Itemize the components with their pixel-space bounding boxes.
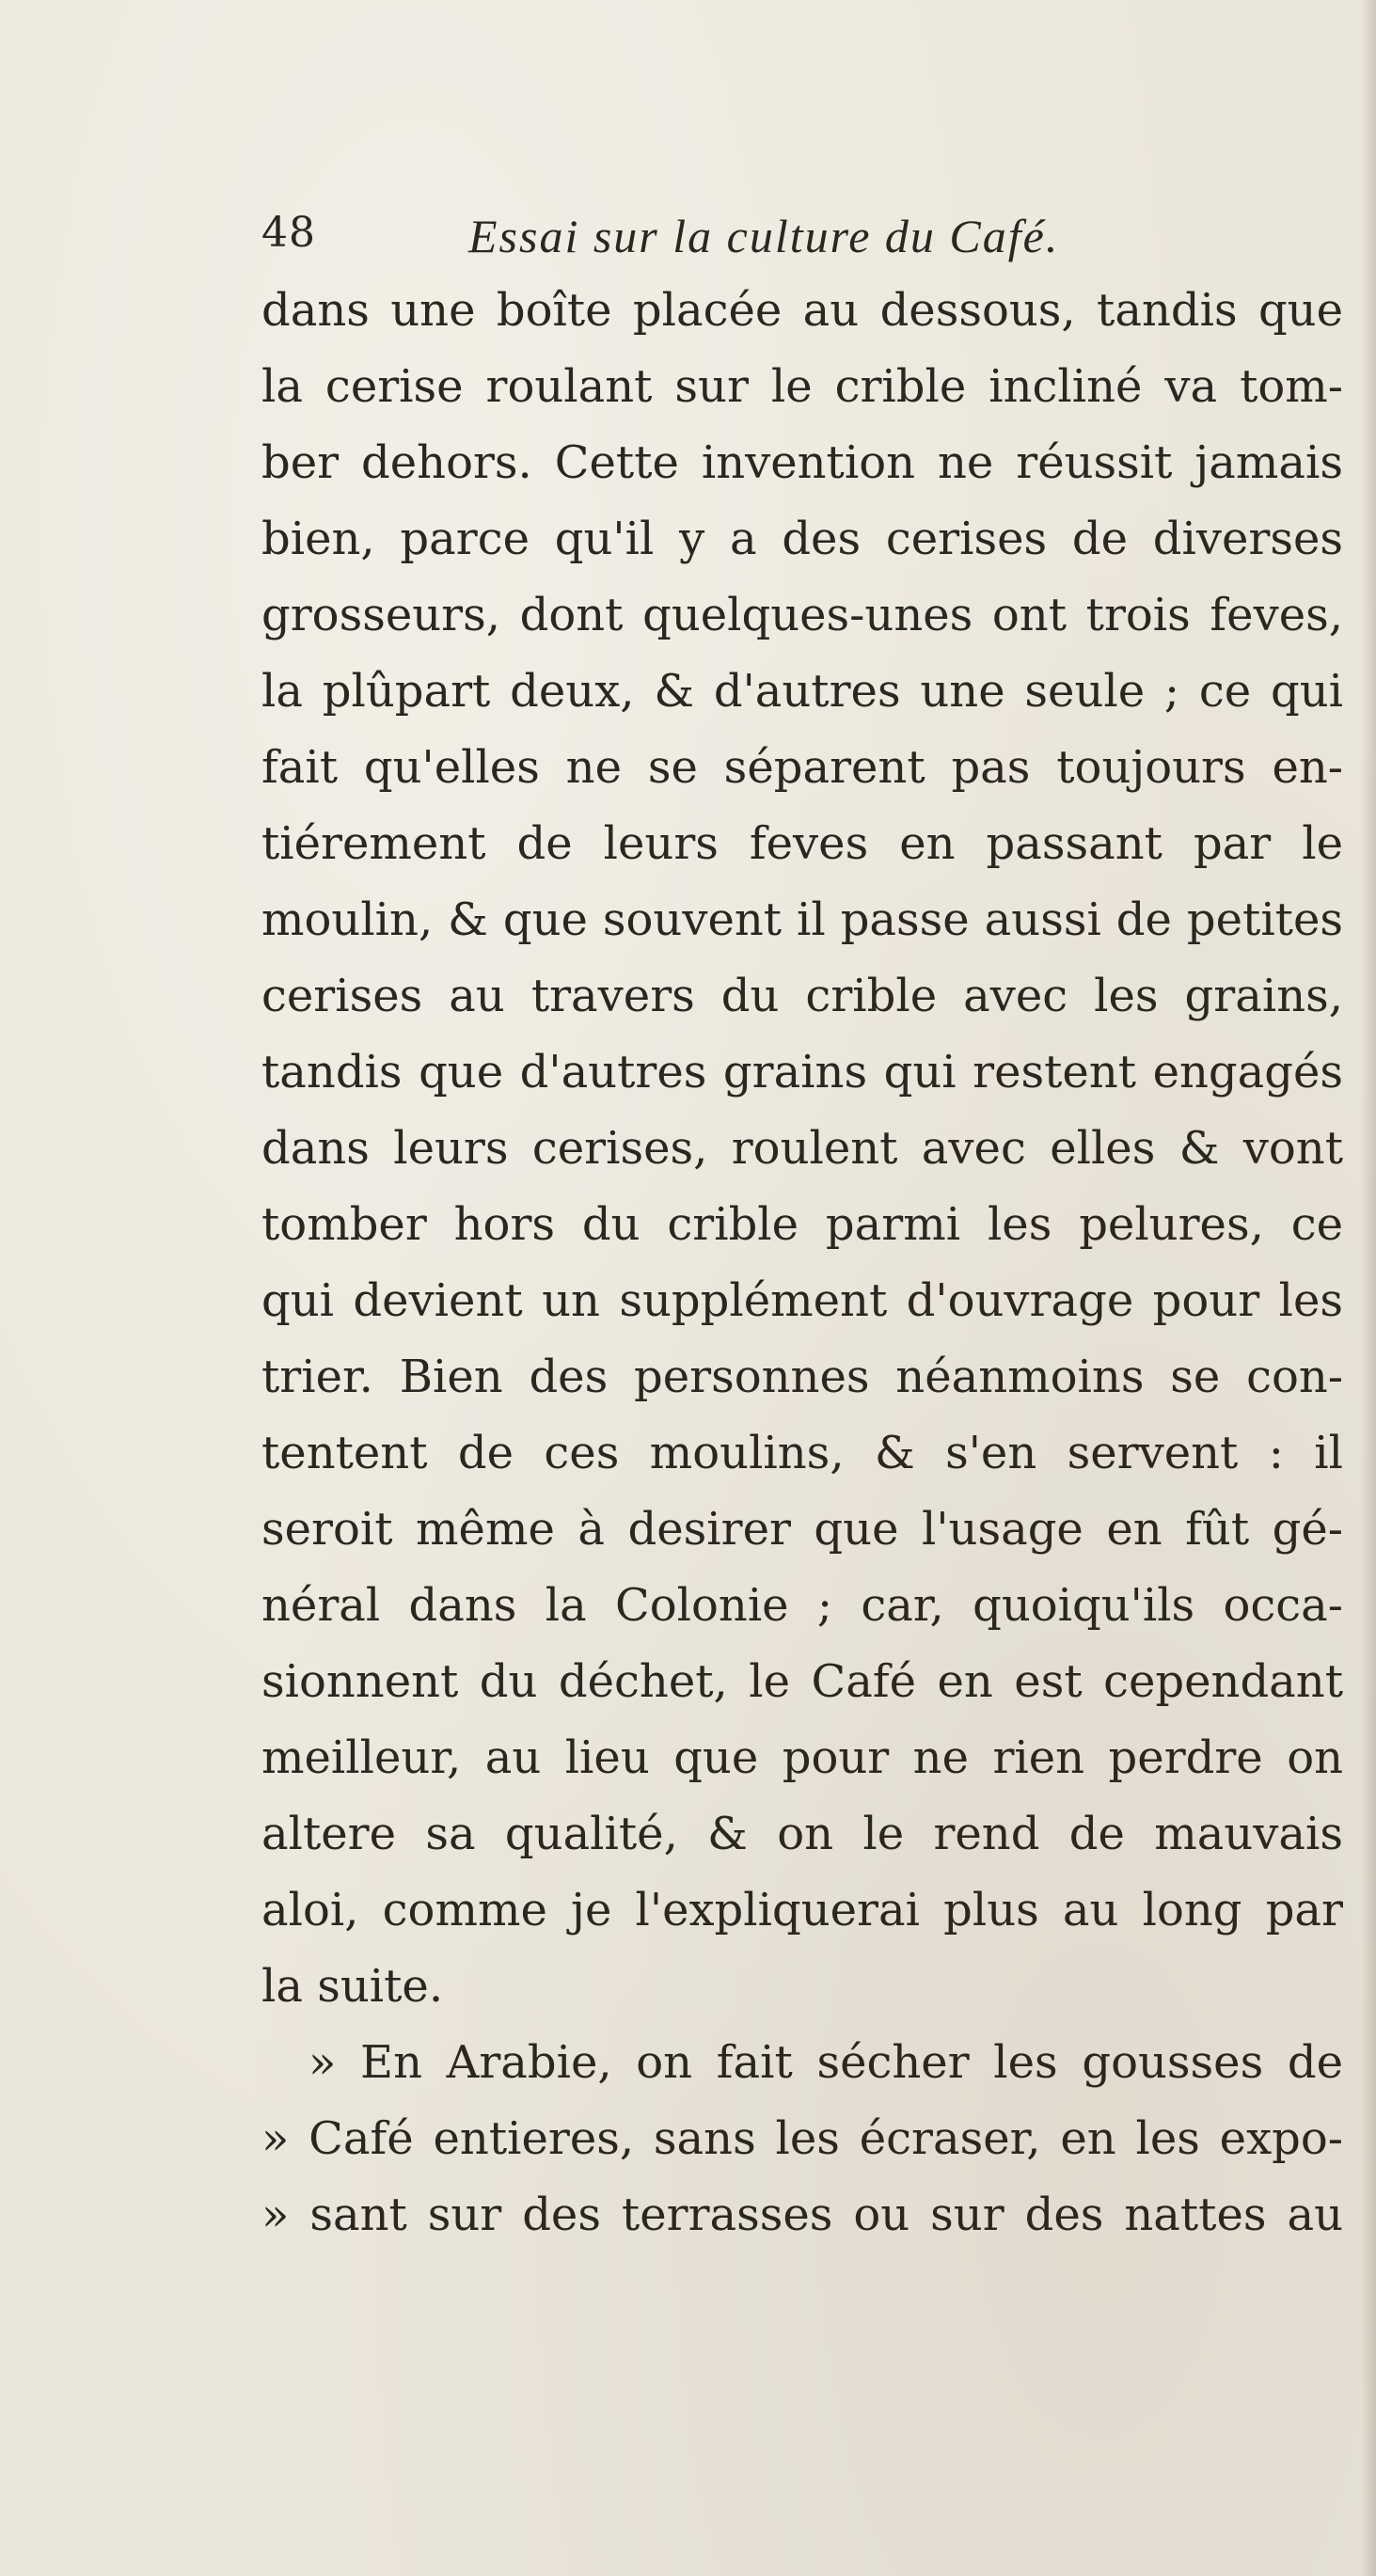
text-line: néral dans la Colonie ; car, quoiqu'ils occa- [261, 1579, 1343, 1632]
text-line: dans leurs cerises, roulent avec elles & vont [261, 1122, 1343, 1175]
text-line: meilleur, au lieu que pour ne rien perdre on [261, 1731, 1343, 1784]
text-line: ber dehors. Cette invention ne réussit jamais [261, 436, 1343, 489]
quote-line: » Café entieres, sans les écraser, en les expo- [261, 2112, 1343, 2165]
text-line: fait qu'elles ne se séparent pas toujours en- [261, 741, 1343, 794]
text-line: la cerise roulant sur le crible incliné va tom- [261, 360, 1343, 413]
text-line: tentent de ces moulins, & s'en servent : il [261, 1427, 1343, 1479]
text-line: dans une boîte placée au dessous, tandis que [261, 284, 1343, 337]
text-line: cerises au travers du crible avec les grains, [261, 970, 1343, 1022]
text-line: la plûpart deux, & d'autres une seule ; ce qui [261, 665, 1343, 718]
text-line: seroit même à desirer que l'usage en fût gé- [261, 1503, 1343, 1556]
text-line: moulin, & que souvent il passe aussi de petites [261, 893, 1343, 946]
quote-line: » En Arabie, on fait sécher les gousses de [308, 2036, 1343, 2089]
text-line: aloi, comme je l'expliquerai plus au long par [261, 1884, 1343, 1936]
page-number: 48 [261, 209, 316, 257]
text-line: tomber hors du crible parmi les pelures, ce [261, 1198, 1343, 1251]
text-line: grosseurs, dont quelques-unes ont trois feves, [261, 589, 1343, 641]
text-line: sionnent du déchet, le Café en est cependant [261, 1655, 1343, 1708]
page-header [261, 209, 1343, 275]
page-edge-shadow [1361, 0, 1376, 2576]
body-text [261, 273, 1343, 2253]
text-line: altere sa qualité, & on le rend de mauvais [261, 1808, 1343, 1860]
text-line: tiérement de leurs feves en passant par le [261, 817, 1343, 870]
text-line: la suite. [261, 1960, 444, 2013]
text-line: bien, parce qu'il y a des cerises de diverses [261, 513, 1343, 565]
quote-line: » sant sur des terrasses ou sur des nattes au [261, 2189, 1343, 2241]
running-title: Essai sur la culture du Café. [468, 210, 1060, 262]
text-line: tandis que d'autres grains qui restent engagés [261, 1046, 1343, 1098]
text-line: trier. Bien des personnes néanmoins se con- [261, 1351, 1343, 1403]
text-line: qui devient un supplément d'ouvrage pour les [261, 1274, 1343, 1327]
